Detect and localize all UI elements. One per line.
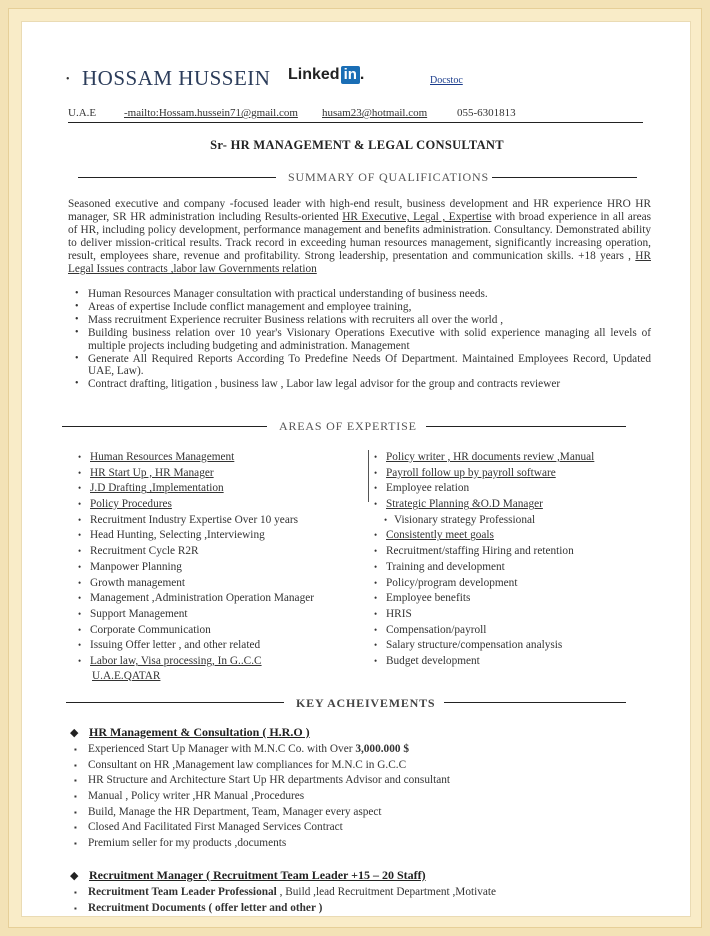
list-item [78,450,314,466]
achievement-group-title: Recruitment Manager ( Recruitment Team Leader +15 – 20 Staff) [89,868,426,882]
achievement-group-1-list [72,742,450,852]
contact-phone: 055-6301813 [457,107,516,119]
list-item-text: Support Management [90,607,188,620]
list-item [374,591,594,607]
list-item-text: Visionary strategy Professional [394,513,536,526]
list-item [374,528,594,544]
summary-rule-left [78,177,276,178]
summary-text-a: Seasoned executive and company -focused leader with high-end result, business development and HR experience HRO HR manager, SR HR administration including Results-oriented [68,198,651,224]
header-divider [68,122,643,123]
list-item-text: Policy writer , HR documents review ,Manual [386,451,595,463]
list-item-text: Growth management [90,576,186,589]
contact-email-secondary[interactable]: husam23@hotmail.com [322,107,428,119]
list-item-text: J.D Drafting ,Implementation [90,482,224,495]
list-item [78,560,314,576]
summary-heading: SUMMARY OF QUALIFICATIONS [288,170,489,184]
linkedin-logo-dot: . [359,66,365,83]
list-item [374,576,594,592]
page-frame [8,8,702,928]
list-item [78,591,314,607]
list-item-text: , Build ,lead Recruitment Department ,Motivate [276,886,497,898]
list-item: ▪ Consultant on HR ,Management law compliances for M.N.C in G.C.C [72,758,450,774]
list-item-text: Manpower Planning [90,560,182,573]
candidate-name: HOSSAM HUSSEIN [82,66,271,90]
list-item-text: Experienced Start Up Manager with M.N.C Co. with Over [88,743,356,755]
list-item [374,544,594,560]
list-item-bold: Recruitment Team Leader Professional [88,886,277,898]
list-item: • Areas of expertise Include conflict management and employee training, [68,301,651,314]
list-item [374,481,594,497]
job-title: Sr- HR MANAGEMENT & LEGAL CONSULTANT [210,138,504,152]
list-item [78,481,314,497]
expertise-right-column [374,450,594,670]
list-item [374,623,594,639]
list-item: • Contract drafting, litigation , business law , Labor law legal advisor for the group and contracts reviewer [68,378,651,391]
header-bullet: • [66,74,70,85]
achievement-group-title: HR Management & Consultation ( H.R.O ) [89,725,310,739]
list-item-text: Labor law, Visa processing, In G..C.C [90,654,262,667]
contact-email-primary[interactable]: -mailto:Hossam.hussein71@gmail.com [124,107,298,119]
list-item-text: Employee benefits [386,592,471,605]
list-item [78,466,314,482]
linkedin-in-badge: in [341,66,360,84]
list-item [72,742,450,758]
list-item-bold: Recruitment Documents ( offer letter and other ) [88,901,323,914]
list-item [374,560,594,576]
list-item [78,544,314,560]
list-item-text: Employee relation [386,482,470,495]
expertise-rule-right [426,426,626,427]
list-item-text: U.A.E.QATAR [92,669,161,682]
linkedin-logo[interactable] [288,66,364,84]
summary-rule-right [492,177,637,178]
list-item: ▪ Closed And Facilitated First Managed Services Contract [72,820,450,836]
list-item-text: Compensation/payroll [386,623,487,636]
summary-text-b: with broad experience in all areas of HR, including policy development, performance management and benefits administration. Consultancy. Demonstrated ability to deliver mission-critical results. Track record in exceeding human resources management, significantly increasing operation, result, employees share, revenue and profitability. Strong leadership, presentation and communication skills. +18 years , [68,211,651,263]
list-item-text: Recruitment Cycle R2R [90,545,199,558]
achievements-rule-left [66,702,284,703]
diamond-bullet-icon: ◆ [70,727,79,739]
list-item-text: Salary structure/compensation analysis [386,639,563,652]
list-item [72,901,496,917]
list-item [78,623,314,639]
list-item-text: Consistently meet goals [386,529,494,542]
list-item [78,528,314,544]
expertise-rule-left [62,426,267,427]
expertise-left-column [78,450,314,683]
list-item-text: Corporate Communication [90,623,211,636]
list-item [374,497,594,513]
achievements-rule-right [444,702,626,703]
summary-paragraph [68,198,651,277]
list-item-text: HRIS [386,607,412,620]
list-item-text: Issuing Offer letter , and other related [90,639,261,652]
contact-country: U.A.E [68,107,97,119]
list-item-text: Recruitment/staffing Hiring and retention [386,545,574,558]
list-item: • Building business relation over 10 year's Visionary Operations Executive with solid experience managing all levels of multiple projects including budgeting and administration. Management [68,327,651,353]
list-item-text: Strategic Planning &O.D Manager [386,498,543,511]
list-item [78,607,314,623]
list-item-text: Payroll follow up by payroll software [386,466,556,479]
list-item-text: Policy Procedures [90,498,172,511]
list-item-text: HR Start Up , HR Manager [90,466,214,479]
list-item [374,654,594,670]
list-item: • Mass recruitment Experience recruiter Business relations with recruiters all over the world , [68,314,651,327]
diamond-bullet-icon: ◆ [70,870,79,882]
list-item-text: Head Hunting, Selecting ,Interviewing [90,529,265,542]
list-item-text: Budget development [386,654,480,667]
list-item: • Generate All Required Reports According To Predefine Needs Of Department. Maintained Employees Record, Updated UAE, Law). [68,353,651,379]
list-item: ▪ Manual , Policy writer ,HR Manual ,Procedures [72,789,450,805]
list-item-text: Human Resources Management [90,451,235,463]
list-item [78,497,314,513]
summary-text-underlined-1: HR Executive, Legal , Expertise [342,211,492,224]
summary-bullet-list [68,288,651,391]
list-item [78,638,314,654]
list-item: • Human Resources Manager consultation with practical understanding of business needs. [68,288,651,301]
list-item: ▪ Premium seller for my products ,documents [72,836,450,852]
list-item [374,450,594,466]
list-item-continuation [78,670,314,683]
list-item: ▪ Build, Manage the HR Department, Team, Manager every aspect [72,805,450,821]
list-item [374,466,594,482]
list-item-text: Recruitment Industry Expertise Over 10 years [90,513,298,526]
docstoc-link[interactable]: Docstoc [430,75,463,86]
list-item [72,885,496,901]
resume-page [21,21,691,917]
linkedin-logo-text: Linked [288,66,340,83]
list-item-text: Training and development [386,560,505,573]
list-item [78,576,314,592]
list-item-amount: 3,000.000 $ [355,743,409,755]
list-item-text: Policy/program development [386,576,518,589]
summary-text-underlined-2: HR Legal Issues contracts ,labor law Governments relation [68,250,651,276]
list-item [78,513,314,529]
achievements-heading: KEY ACHEIVEMENTS [296,696,436,710]
expertise-column-divider [368,450,369,502]
list-item [374,607,594,623]
list-item [374,638,594,654]
achievement-group-2-list [72,885,496,916]
list-item: ▪ HR Structure and Architecture Start Up HR departments Advisor and consultant [72,773,450,789]
list-item-text: Management ,Administration Operation Manager [90,592,314,605]
list-item-sub [374,513,594,529]
list-item [78,654,314,670]
expertise-heading: AREAS OF EXPERTISE [279,419,417,433]
